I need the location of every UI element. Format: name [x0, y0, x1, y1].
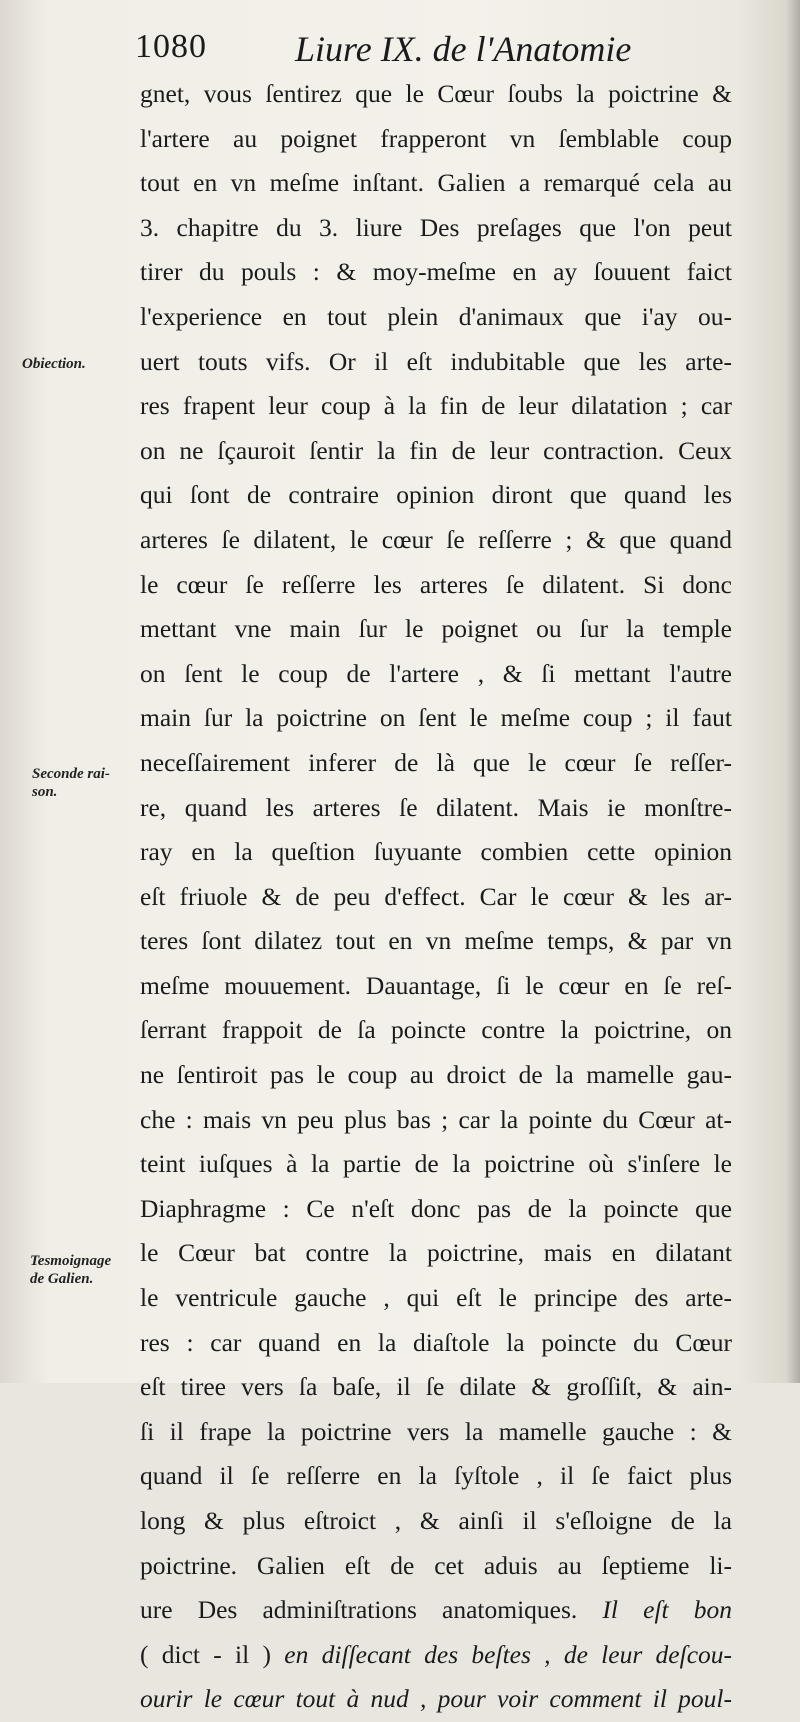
page-number: 1080: [135, 28, 207, 65]
text-line: meſme mouuement. Dauantage, ſi le cœur en ſe reſ-: [140, 970, 732, 1000]
text-line-with-quote: ure Des adminiſtrations anatomiques. Il eſt bon: [140, 1595, 732, 1625]
text-line: eſt tiree vers ſa baſe, il ſe dilate & groſſiſt, & ain-: [140, 1372, 732, 1402]
text-line: res frapent leur coup à la fin de leur dilatation ; car: [140, 391, 732, 421]
text-line: long & plus eſtroict , & ainſi il s'eſloigne de la: [140, 1506, 732, 1535]
text-line: arteres ſe dilatent, le cœur ſe reſſerre ; & que quand: [140, 524, 732, 554]
text-line: le cœur ſe reſſerre les arteres ſe dilatent. Si donc: [140, 569, 732, 599]
text-line: on ne ſçauroit ſentir la fin de leur contraction. Ceux: [140, 435, 732, 465]
text-line: main ſur la poictrine on ſent le meſme coup ; il faut: [140, 703, 732, 733]
text-line-italic: ourir le cœur tout à nud , pour voir comment il poul-: [140, 1684, 732, 1714]
margin-note-tesmoignage: Tesmoignage de Galien.: [30, 1253, 112, 1287]
page-edge-shadow: [786, 0, 800, 1383]
text-line: quand il ſe reſſerre en la ſyſtole , il ſe faict plus: [140, 1461, 732, 1491]
text-line: 3. chapitre du 3. liure Des preſages que l'on peut: [140, 212, 732, 242]
text-line: gnet, vous ſentirez que le Cœur ſoubs la poictrine &: [140, 79, 732, 108]
text-line: qui ſont de contraire opinion diront que quand les: [140, 480, 732, 510]
text-line: le Cœur bat contre la poictrine, mais en dilatant: [140, 1238, 732, 1268]
quote-continuation: en diſſecant des beſtes , de leur deſcou-: [284, 1639, 732, 1669]
margin-note-objection: Obiection.: [22, 356, 86, 372]
text-line: ſerrant frappoit de ſa poincte contre la poictrine, on: [140, 1015, 732, 1045]
text-line: ſi il frape la poictrine vers la mamelle gauche : &: [140, 1416, 732, 1446]
margin-note-seconde-raison: Seconde rai- son.: [32, 766, 110, 800]
text-line: tirer du pouls : & moy-meſme en ay ſouuent faict: [140, 257, 732, 287]
text-line: tout en vn meſme inſtant. Galien a remarqué cela au: [140, 168, 732, 198]
text-line: eſt friuole & de peu d'effect. Car le cœur & les ar-: [140, 881, 732, 911]
body-text: [140, 72, 732, 1722]
text-line: res : car quand en la diaſtole la poincte du Cœur: [140, 1327, 732, 1357]
text-line: Diaphragme : Ce n'eſt donc pas de la poincte que: [140, 1193, 732, 1223]
text-line: ne ſentiroit pas le coup au droict de la mamelle gau-: [140, 1060, 732, 1090]
text-line: che : mais vn peu plus bas ; car la pointe du Cœur at-: [140, 1104, 732, 1134]
text-line: teres ſont dilatez tout en vn meſme temps, & par vn: [140, 926, 732, 956]
running-title: Liure IX. de l'Anatomie: [295, 29, 632, 69]
text-line-with-quote: ( dict - il ) en diſſecant des beſtes , de leur deſcou-: [140, 1639, 732, 1669]
text-line: teint iuſques à la partie de la poictrine où s'inſere le: [140, 1149, 732, 1179]
text-line: neceſſairement inferer de là que le cœur ſe reſſer-: [140, 747, 732, 777]
text-line: ray en la queſtion ſuyuante combien cette opinion: [140, 837, 732, 867]
text-line: le ventricule gauche , qui eſt le principe des arte-: [140, 1283, 732, 1313]
page-header: [135, 28, 655, 78]
text-line: l'experience en tout plein d'animaux que i'ay ou-: [140, 301, 732, 331]
quote-start: Il eſt bon: [602, 1595, 732, 1625]
text-line: uert touts vifs. Or il eſt indubitable que les arte-: [140, 346, 732, 376]
text-line: poictrine. Galien eſt de cet aduis au ſeptieme li-: [140, 1550, 732, 1580]
text-line: l'artere au poignet frapperont vn ſemblable coup: [140, 123, 732, 153]
text-line: mettant vne main ſur le poignet ou ſur la temple: [140, 614, 732, 644]
text-line: re, quand les arteres ſe dilatent. Mais ie monſtre-: [140, 792, 732, 822]
text-line: on ſent le coup de l'artere , & ſi mettant l'autre: [140, 658, 732, 688]
